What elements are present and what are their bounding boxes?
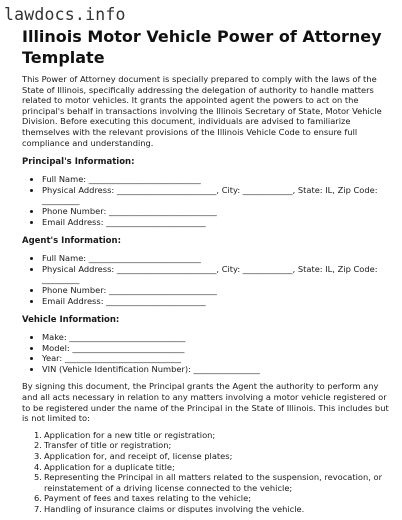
power-text: Representing the Principal in all matters related to the suspension, revocation, or reinstatement of a driving license connected to the vehicle; <box>44 472 383 493</box>
site-logo[interactable]: lawdocs.info <box>4 5 126 24</box>
power-text: Application for a new title or registration; <box>44 429 216 440</box>
document-body <box>22 74 394 515</box>
vehicle-make: • Make: ____________________________ <box>42 332 394 343</box>
power-number: 7. <box>34 504 42 514</box>
power-item <box>34 440 394 451</box>
vehicle-year: • Year: ____________________________ <box>42 353 394 364</box>
power-text: Transfer of title or registration; <box>44 440 172 451</box>
principal-heading: Principal's Information: <box>22 157 135 168</box>
principal-address <box>42 185 394 206</box>
vehicle-model: • Model: ___________________________ <box>42 343 394 354</box>
agent-phone: • Phone Number: __________________________ <box>42 285 394 296</box>
vehicle-list <box>22 332 394 374</box>
power-item <box>34 504 394 515</box>
principal-list <box>22 174 394 227</box>
principal-full-name: • Full Name: ___________________________ <box>42 174 394 185</box>
agent-address-tail: _________ <box>42 274 80 285</box>
agent-full-name: • Full Name: ___________________________ <box>42 253 394 264</box>
principal-address-line: Physical Address: ________________________, City: ____________, State: IL, Zip Code: <box>42 184 378 195</box>
intro-paragraph: This Power of Attorney document is specially prepared to comply with the laws of the State of Illinois, specifically addressing the delegation of authority to handle matters related to motor vehicles. It grants the appointed agent the powers to act on the principal's behalf in transactions involving the Illinois Secretary of State, Motor Vehicle Division. Before executing this document, individuals are advised to familiarize themselves with the relevant provisions of the Illinois Vehicle Code to ensure full compliance and understanding. <box>22 74 382 148</box>
power-number: 2. <box>34 440 42 451</box>
power-text: Payment of fees and taxes relating to the vehicle; <box>44 493 251 504</box>
agent-address-line: Physical Address: ________________________, City: ____________, State: IL, Zip Code: <box>42 263 378 274</box>
power-number: 6. <box>34 493 42 504</box>
power-item <box>34 462 394 473</box>
powers-list <box>22 430 394 515</box>
power-number: 5. <box>34 472 42 483</box>
document-title: Illinois Motor Vehicle Power of Attorney Template <box>22 27 382 67</box>
agent-list <box>22 253 394 306</box>
agent-address <box>42 264 394 285</box>
agent-heading: Agent's Information: <box>22 236 121 247</box>
power-number: 3. <box>34 451 42 462</box>
vehicle-vin: • VIN (Vehicle Identification Number): ________________ <box>42 364 394 375</box>
principal-email: • Email Address: ________________________ <box>42 217 394 228</box>
power-text: Handling of insurance claims or disputes involving the vehicle. <box>44 504 305 514</box>
principal-phone: • Phone Number: __________________________ <box>42 206 394 217</box>
power-item <box>34 430 394 441</box>
vehicle-heading: Vehicle Information: <box>22 315 120 326</box>
power-item <box>34 451 394 462</box>
power-number: 4. <box>34 461 42 472</box>
power-item <box>34 493 394 504</box>
power-item <box>34 472 394 493</box>
grant-paragraph: By signing this document, the Principal grants the Agent the authority to perform any and all acts necessary in relation to any matters involving a motor vehicle registered or to be registered under the name of the Principal in the State of Illinois. This includes but is not limited to: <box>22 381 389 424</box>
power-text: Application for, and receipt of, license plates; <box>44 451 233 462</box>
power-number: 1. <box>34 429 42 440</box>
power-text: Application for a duplicate title; <box>44 461 175 472</box>
principal-address-tail: _________ <box>42 195 80 206</box>
agent-email: • Email Address: ________________________ <box>42 296 394 307</box>
